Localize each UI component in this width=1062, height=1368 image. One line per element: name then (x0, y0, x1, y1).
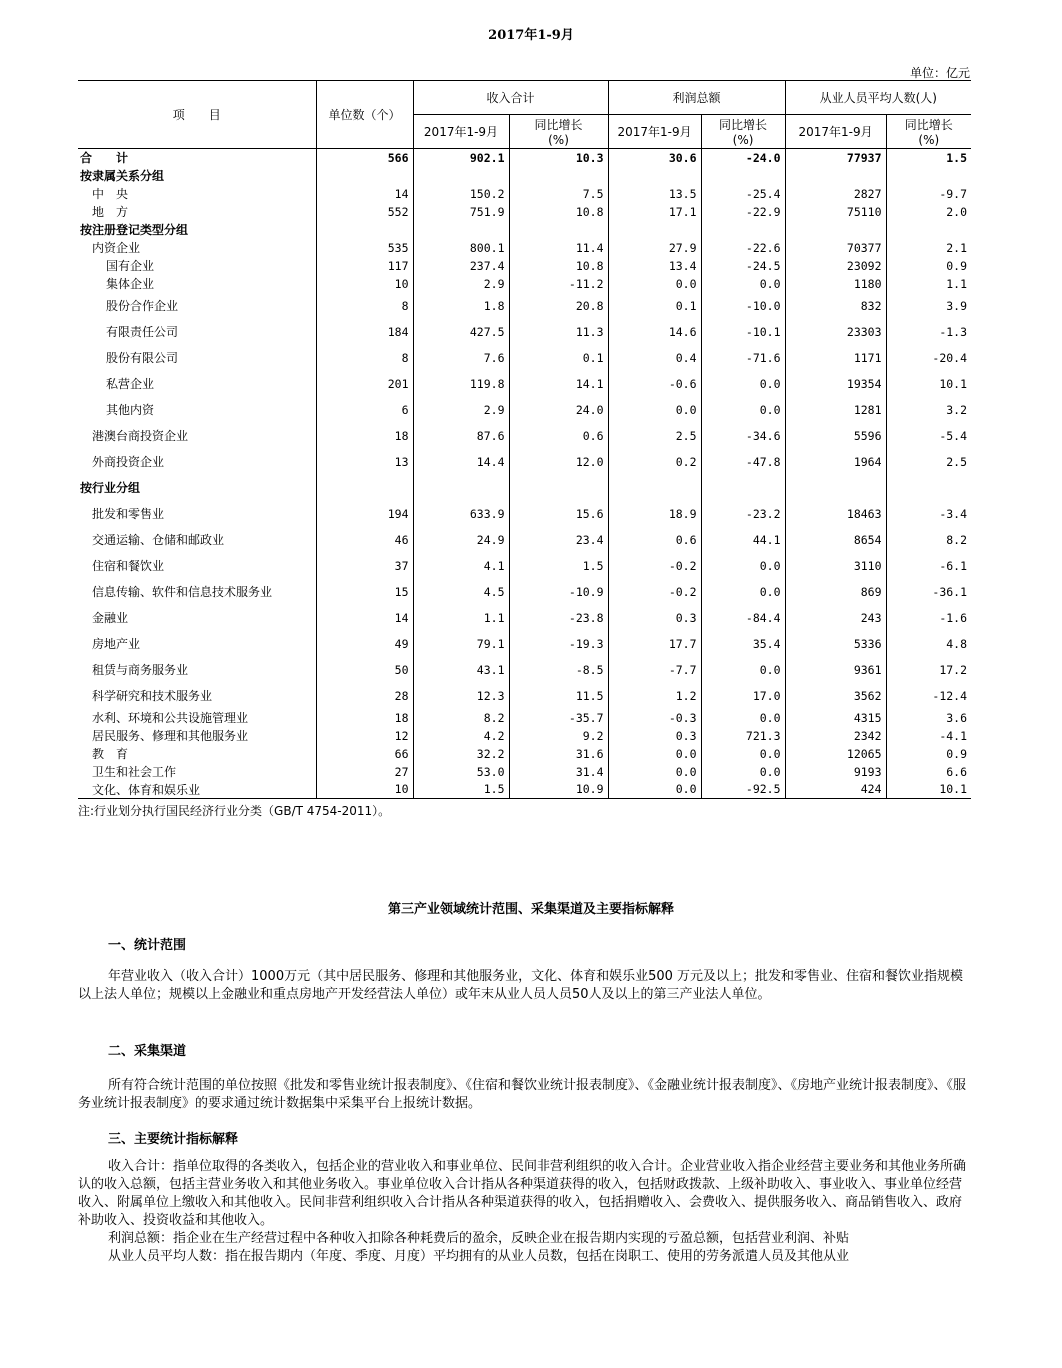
cell-rev-g: 23.4 (509, 527, 608, 553)
cell-emp-g: -12.4 (886, 683, 971, 709)
cell-rev: 8.2 (413, 709, 509, 727)
header-period: 2017年1-9月 (785, 115, 886, 149)
table-row (78, 293, 971, 319)
section-text-channels: 所有符合统计范围的单位按照《批发和零售业统计报表制度》、《住宿和餐饮业统计报表制度》、《金融业统计报表制度》、《房地产业统计报表制度》、《服务业统计报表制度》的要求通过统计数据集中采集平台上报统计数据。 (78, 1078, 967, 1111)
cell-emp-g: 6.6 (886, 763, 971, 781)
cell-units: 49 (316, 631, 413, 657)
cell-profit-g: 0.0 (701, 745, 785, 763)
row-label: 外商投资企业 (78, 449, 316, 475)
page-title: 2017年1-9月 (488, 28, 574, 43)
row-label: 住宿和餐饮业 (78, 553, 316, 579)
cell-rev: 1.1 (413, 605, 509, 631)
cell-emp: 3562 (785, 683, 886, 709)
cell-emp: 70377 (785, 239, 886, 257)
cell-rev (413, 221, 509, 239)
cell-emp-g: 3.2 (886, 397, 971, 423)
cell-emp-g: -9.7 (886, 185, 971, 203)
cell-units: 28 (316, 683, 413, 709)
cell-profit: 0.2 (608, 449, 701, 475)
cell-profit-g: -25.4 (701, 185, 785, 203)
cell-emp: 23303 (785, 319, 886, 345)
row-label: 股份有限公司 (78, 345, 316, 371)
cell-rev: 14.4 (413, 449, 509, 475)
cell-profit-g: -47.8 (701, 449, 785, 475)
table-row (78, 553, 971, 579)
cell-profit (608, 221, 701, 239)
cell-profit: 0.4 (608, 345, 701, 371)
table-note: 注:行业划分执行国民经济行业分类（GB/T 4754-2011）。 (78, 804, 391, 818)
cell-profit-g: 0.0 (701, 397, 785, 423)
cell-rev-g: 1.5 (509, 553, 608, 579)
cell-profit: 1.2 (608, 683, 701, 709)
cell-profit: 27.9 (608, 239, 701, 257)
cell-rev: 237.4 (413, 257, 509, 275)
cell-profit (608, 475, 701, 501)
cell-rev: 2.9 (413, 397, 509, 423)
cell-rev-g: 7.5 (509, 185, 608, 203)
cell-emp-g: 4.8 (886, 631, 971, 657)
cell-rev-g: 11.4 (509, 239, 608, 257)
header-employees: 从业人员平均人数(人) (785, 81, 971, 115)
cell-profit: 0.0 (608, 745, 701, 763)
cell-profit-g: -34.6 (701, 423, 785, 449)
row-label: 信息传输、软件和信息技术服务业 (78, 579, 316, 605)
cell-rev-g: 10.9 (509, 781, 608, 799)
table-row (78, 579, 971, 605)
row-label: 内资企业 (78, 239, 316, 257)
cell-profit-g: -92.5 (701, 781, 785, 799)
cell-rev: 43.1 (413, 657, 509, 683)
cell-units: 535 (316, 239, 413, 257)
row-label: 批发和零售业 (78, 501, 316, 527)
cell-units: 184 (316, 319, 413, 345)
row-label: 股份合作企业 (78, 293, 316, 319)
cell-rev-g: 9.2 (509, 727, 608, 745)
cell-rev-g: -8.5 (509, 657, 608, 683)
cell-profit: -0.2 (608, 553, 701, 579)
cell-emp: 9361 (785, 657, 886, 683)
cell-profit-g: -84.4 (701, 605, 785, 631)
cell-rev: 32.2 (413, 745, 509, 763)
cell-profit-g: 0.0 (701, 371, 785, 397)
cell-emp: 3110 (785, 553, 886, 579)
table-row (78, 727, 971, 745)
cell-rev-g: -23.8 (509, 605, 608, 631)
cell-rev: 4.1 (413, 553, 509, 579)
section-text-scope: 年营业收入（收入合计）1000万元（其中居民服务、修理和其他服务业，文化、体育和娱乐业500 万元及以上；批发和零售业、住宿和餐饮业指规模以上法人单位；规模以上金融业和重点房地产开发经营法人单位）或年末从业人员人员50人及以上的第三产业法人单位。 (78, 969, 964, 1002)
cell-profit-g: 0.0 (701, 275, 785, 293)
table-row (78, 449, 971, 475)
cell-emp: 2342 (785, 727, 886, 745)
cell-profit: 0.1 (608, 293, 701, 319)
cell-units: 46 (316, 527, 413, 553)
cell-units: 194 (316, 501, 413, 527)
cell-units: 117 (316, 257, 413, 275)
cell-emp (785, 221, 886, 239)
cell-rev: 633.9 (413, 501, 509, 527)
cell-profit: 2.5 (608, 423, 701, 449)
cell-rev-g: 11.3 (509, 319, 608, 345)
section-title: 第三产业领域统计范围、采集渠道及主要指标解释 (387, 902, 674, 917)
cell-emp-g: 10.1 (886, 781, 971, 799)
cell-rev: 1.8 (413, 293, 509, 319)
cell-units: 552 (316, 203, 413, 221)
cell-rev-g: 0.1 (509, 345, 608, 371)
row-label: 按隶属关系分组 (78, 167, 316, 185)
cell-emp (785, 475, 886, 501)
row-label: 科学研究和技术服务业 (78, 683, 316, 709)
row-label: 居民服务、修理和其他服务业 (78, 727, 316, 745)
cell-rev: 1.5 (413, 781, 509, 799)
section-text-indicators: 收入合计：指单位取得的各类收入，包括企业的营业收入和事业单位、民间非营利组织的收入合计。企业营业收入指企业经营主要业务和其他业务所确认的收入总额，包括主营业务收入和其他业务收入。事业单位收入合计指从各种渠道获得的收入，包括财政拨款、上级补助收入、事业收入、事业单位经营收入、附属单位上缴收入和其他收入。民间非营利组织收入合计指从各种渠道获得的收入，包括捐赠收入、会费收入、提供服务收入、商品销售收入、政府补助收入、投资收益和其他收入。 利润总额：指企业在生产经营过程中各种收入扣除各种耗费后的盈余，反映企业在报告期内实现的亏盈总额，包括营业利润、补贴 从业人员平均人数：指在报告期内（年度、季度、月度）平均拥有的从业人员数，包括在岗职工、使用的劳务派遣人员及其他从业 (78, 1159, 967, 1264)
cell-rev-g: 0.6 (509, 423, 608, 449)
row-label: 其他内资 (78, 397, 316, 423)
cell-emp-g: 3.6 (886, 709, 971, 727)
cell-units: 201 (316, 371, 413, 397)
cell-units: 37 (316, 553, 413, 579)
cell-emp: 23092 (785, 257, 886, 275)
cell-emp-g: 2.0 (886, 203, 971, 221)
cell-profit-g (701, 221, 785, 239)
cell-emp-g: -6.1 (886, 553, 971, 579)
cell-profit-g: -24.0 (701, 149, 785, 167)
cell-rev (413, 475, 509, 501)
cell-emp-g: 1.5 (886, 149, 971, 167)
cell-rev-g: 24.0 (509, 397, 608, 423)
cell-emp: 1180 (785, 275, 886, 293)
row-label: 地 方 (78, 203, 316, 221)
cell-rev (413, 167, 509, 185)
cell-emp: 1171 (785, 345, 886, 371)
cell-emp-g: -1.3 (886, 319, 971, 345)
cell-emp: 77937 (785, 149, 886, 167)
row-label: 租赁与商务服务业 (78, 657, 316, 683)
header-growth: 同比增长 (%) (701, 115, 785, 149)
cell-emp: 832 (785, 293, 886, 319)
cell-units: 12 (316, 727, 413, 745)
cell-rev-g: 14.1 (509, 371, 608, 397)
row-label: 文化、体育和娱乐业 (78, 781, 316, 799)
cell-emp-g: 1.1 (886, 275, 971, 293)
cell-rev: 4.2 (413, 727, 509, 745)
table-row (78, 657, 971, 683)
cell-emp: 869 (785, 579, 886, 605)
cell-profit-g: 0.0 (701, 553, 785, 579)
cell-units: 27 (316, 763, 413, 781)
cell-rev-g: 15.6 (509, 501, 608, 527)
cell-profit: 0.0 (608, 275, 701, 293)
cell-rev: 12.3 (413, 683, 509, 709)
row-label: 按注册登记类型分组 (78, 221, 316, 239)
cell-profit: 18.9 (608, 501, 701, 527)
row-label: 私营企业 (78, 371, 316, 397)
cell-rev: 24.9 (413, 527, 509, 553)
cell-rev-g (509, 475, 608, 501)
cell-rev-g: -35.7 (509, 709, 608, 727)
cell-profit-g: 17.0 (701, 683, 785, 709)
cell-profit: 0.6 (608, 527, 701, 553)
table-row (78, 475, 971, 501)
cell-profit: -0.2 (608, 579, 701, 605)
cell-emp: 424 (785, 781, 886, 799)
cell-units (316, 167, 413, 185)
row-label: 教 育 (78, 745, 316, 763)
cell-emp-g: 8.2 (886, 527, 971, 553)
cell-rev-g: 10.8 (509, 257, 608, 275)
header-units: 单位数（个） (316, 81, 413, 149)
header-item: 项 目 (78, 81, 316, 149)
cell-profit: 17.1 (608, 203, 701, 221)
cell-emp-g: 0.9 (886, 257, 971, 275)
cell-emp: 1281 (785, 397, 886, 423)
cell-rev-g: 31.6 (509, 745, 608, 763)
table-row (78, 221, 971, 239)
cell-rev: 2.9 (413, 275, 509, 293)
cell-rev-g (509, 167, 608, 185)
cell-profit: 0.0 (608, 763, 701, 781)
cell-units: 66 (316, 745, 413, 763)
cell-profit: -0.3 (608, 709, 701, 727)
cell-rev-g: 12.0 (509, 449, 608, 475)
cell-units: 6 (316, 397, 413, 423)
cell-emp-g (886, 475, 971, 501)
cell-rev: 751.9 (413, 203, 509, 221)
cell-emp: 18463 (785, 501, 886, 527)
cell-profit: 0.3 (608, 727, 701, 745)
cell-emp-g: 17.2 (886, 657, 971, 683)
row-label: 按行业分组 (78, 475, 316, 501)
cell-rev: 7.6 (413, 345, 509, 371)
row-label: 房地产业 (78, 631, 316, 657)
cell-emp: 5336 (785, 631, 886, 657)
cell-units: 50 (316, 657, 413, 683)
cell-emp-g: -4.1 (886, 727, 971, 745)
cell-profit: 0.0 (608, 397, 701, 423)
header-period: 2017年1-9月 (413, 115, 509, 149)
cell-emp-g: -20.4 (886, 345, 971, 371)
cell-profit: 14.6 (608, 319, 701, 345)
cell-emp-g (886, 221, 971, 239)
cell-emp (785, 167, 886, 185)
cell-rev-g: 10.8 (509, 203, 608, 221)
table-row (78, 631, 971, 657)
table-row (78, 527, 971, 553)
cell-profit-g: -22.9 (701, 203, 785, 221)
cell-units: 15 (316, 579, 413, 605)
cell-profit-g: -10.0 (701, 293, 785, 319)
cell-rev: 800.1 (413, 239, 509, 257)
cell-emp: 12065 (785, 745, 886, 763)
table-row (78, 239, 971, 257)
cell-rev: 119.8 (413, 371, 509, 397)
cell-profit-g: -23.2 (701, 501, 785, 527)
table-row (78, 149, 971, 167)
statistics-table (78, 80, 971, 799)
table-row (78, 185, 971, 203)
table-row (78, 397, 971, 423)
cell-profit: 13.4 (608, 257, 701, 275)
cell-rev: 150.2 (413, 185, 509, 203)
header-growth: 同比增长 (%) (509, 115, 608, 149)
row-label: 合 计 (78, 149, 316, 167)
cell-emp: 75110 (785, 203, 886, 221)
row-label: 金融业 (78, 605, 316, 631)
cell-profit-g: -22.6 (701, 239, 785, 257)
row-label: 国有企业 (78, 257, 316, 275)
cell-profit-g: -71.6 (701, 345, 785, 371)
cell-rev-g: 20.8 (509, 293, 608, 319)
cell-units (316, 221, 413, 239)
cell-emp: 4315 (785, 709, 886, 727)
cell-emp-g: -1.6 (886, 605, 971, 631)
table-body (78, 149, 971, 799)
table-row (78, 257, 971, 275)
header-growth: 同比增长 (%) (886, 115, 971, 149)
cell-emp-g: -36.1 (886, 579, 971, 605)
cell-emp: 9193 (785, 763, 886, 781)
cell-rev: 79.1 (413, 631, 509, 657)
cell-rev: 53.0 (413, 763, 509, 781)
cell-units: 10 (316, 275, 413, 293)
cell-emp-g: -3.4 (886, 501, 971, 527)
cell-units (316, 475, 413, 501)
row-label: 有限责任公司 (78, 319, 316, 345)
table-row (78, 275, 971, 293)
table-row (78, 203, 971, 221)
table-row (78, 683, 971, 709)
cell-profit (608, 167, 701, 185)
table-row (78, 763, 971, 781)
table-row (78, 371, 971, 397)
table-row (78, 709, 971, 727)
cell-emp: 243 (785, 605, 886, 631)
cell-profit-g: -10.1 (701, 319, 785, 345)
table-row (78, 745, 971, 763)
cell-profit-g: 35.4 (701, 631, 785, 657)
cell-profit-g (701, 475, 785, 501)
cell-profit-g: 0.0 (701, 579, 785, 605)
cell-units: 8 (316, 345, 413, 371)
cell-emp: 19354 (785, 371, 886, 397)
table-row (78, 167, 971, 185)
table-row (78, 781, 971, 799)
cell-rev: 902.1 (413, 149, 509, 167)
cell-rev-g: 10.3 (509, 149, 608, 167)
cell-units: 13 (316, 449, 413, 475)
header-period: 2017年1-9月 (608, 115, 701, 149)
cell-rev: 4.5 (413, 579, 509, 605)
cell-profit-g: 721.3 (701, 727, 785, 745)
table-row (78, 319, 971, 345)
cell-units: 566 (316, 149, 413, 167)
cell-emp-g: 2.5 (886, 449, 971, 475)
cell-profit-g: 0.0 (701, 763, 785, 781)
section-heading-channels: 二、采集渠道 (108, 1044, 187, 1059)
cell-profit: 0.0 (608, 781, 701, 799)
cell-rev-g: -19.3 (509, 631, 608, 657)
header-profit: 利润总额 (608, 81, 785, 115)
cell-emp: 5596 (785, 423, 886, 449)
cell-emp-g (886, 167, 971, 185)
cell-emp-g: 0.9 (886, 745, 971, 763)
table-row (78, 423, 971, 449)
cell-emp-g: 2.1 (886, 239, 971, 257)
cell-profit-g: 0.0 (701, 709, 785, 727)
row-label: 交通运输、仓储和邮政业 (78, 527, 316, 553)
cell-units: 14 (316, 185, 413, 203)
cell-profit-g: 44.1 (701, 527, 785, 553)
table-row (78, 605, 971, 631)
cell-profit: -0.6 (608, 371, 701, 397)
cell-emp-g: -5.4 (886, 423, 971, 449)
cell-profit: 17.7 (608, 631, 701, 657)
cell-rev-g: 31.4 (509, 763, 608, 781)
unit-label: 单位：亿元 (909, 66, 970, 80)
cell-rev-g: 11.5 (509, 683, 608, 709)
row-label: 港澳台商投资企业 (78, 423, 316, 449)
section-heading-indicators: 三、主要统计指标解释 (108, 1132, 239, 1147)
cell-profit: 13.5 (608, 185, 701, 203)
row-label: 集体企业 (78, 275, 316, 293)
cell-units: 18 (316, 423, 413, 449)
cell-emp-g: 3.9 (886, 293, 971, 319)
cell-rev: 87.6 (413, 423, 509, 449)
table-row (78, 501, 971, 527)
cell-profit: 30.6 (608, 149, 701, 167)
cell-emp: 2827 (785, 185, 886, 203)
cell-profit-g: 0.0 (701, 657, 785, 683)
cell-rev-g: -10.9 (509, 579, 608, 605)
row-label: 卫生和社会工作 (78, 763, 316, 781)
cell-rev: 427.5 (413, 319, 509, 345)
cell-emp: 8654 (785, 527, 886, 553)
table-row (78, 345, 971, 371)
section-heading-scope: 一、统计范围 (108, 938, 187, 953)
cell-units: 10 (316, 781, 413, 799)
cell-units: 18 (316, 709, 413, 727)
cell-profit: 0.3 (608, 605, 701, 631)
cell-profit-g: -24.5 (701, 257, 785, 275)
cell-profit: -7.7 (608, 657, 701, 683)
cell-profit-g (701, 167, 785, 185)
cell-rev-g (509, 221, 608, 239)
cell-rev-g: -11.2 (509, 275, 608, 293)
cell-emp: 1964 (785, 449, 886, 475)
row-label: 水利、环境和公共设施管理业 (78, 709, 316, 727)
cell-units: 14 (316, 605, 413, 631)
row-label: 中 央 (78, 185, 316, 203)
header-revenue: 收入合计 (413, 81, 608, 115)
cell-emp-g: 10.1 (886, 371, 971, 397)
cell-units: 8 (316, 293, 413, 319)
